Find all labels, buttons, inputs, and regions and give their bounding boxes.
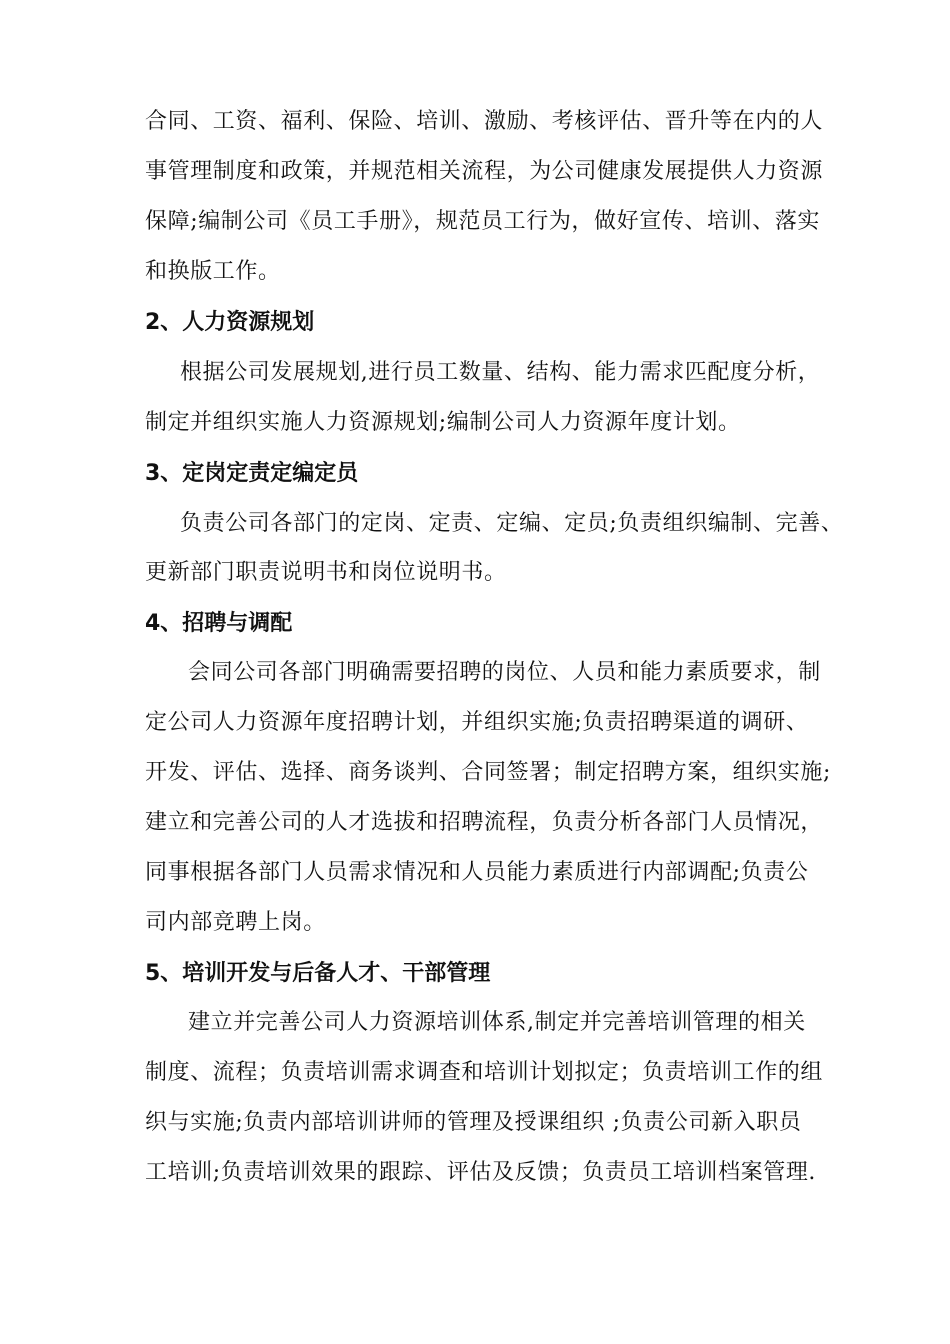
paragraph-line: 开发、评估、选择、商务谈判、合同签署；制定招聘方案，组织实施; [145,760,832,785]
section-heading: 3、定岗定责定编定员 [145,461,359,486]
intro-line: 保障;编制公司《员工手册》，规范员工行为，做好宣传、培训、落实 [145,209,821,234]
section-heading: 5、培训开发与后备人才、干部管理 [145,961,491,986]
intro-line: 事管理制度和政策，并规范相关流程，为公司健康发展提供人力资源 [145,159,824,184]
paragraph-line: 制定并组织实施人力资源规划;编制公司人力资源年度计划。 [145,410,741,435]
paragraph-line: 同事根据各部门人员需求情况和人员能力素质进行内部调配;负责公 [145,860,809,885]
paragraph-line: 建立并完善公司人力资源培训体系,制定并完善培训管理的相关 [188,1010,806,1035]
paragraph-line: 根据公司发展规划,进行员工数量、结构、能力需求匹配度分析， [180,360,821,385]
paragraph-line: 制度、流程；负责培训需求调查和培训计划拟定；负责培训工作的组 [145,1060,824,1085]
paragraph-line: 负责公司各部门的定岗、定责、定编、定员;负责组织编制、完善、 [180,511,844,536]
paragraph-line: 定公司人力资源年度招聘计划，并组织实施;负责招聘渠道的调研、 [145,710,809,735]
paragraph-line: 织与实施;负责内部培训讲师的管理及授课组织 ;负责公司新入职员 [145,1110,802,1135]
intro-line: 和换版工作。 [145,259,281,284]
paragraph-line: 建立和完善公司的人才选拔和招聘流程，负责分析各部门人员情况， [145,810,824,835]
intro-line: 合同、工资、福利、保险、培训、激励、考核评估、晋升等在内的人 [145,109,824,134]
paragraph-line: 会同公司各部门明确需要招聘的岗位、人员和能力素质要求，制 [188,660,821,685]
paragraph-line: 更新部门职责说明书和岗位说明书。 [145,560,507,585]
paragraph-line: 司内部竞聘上岗。 [145,910,326,935]
paragraph-line: 工培训;负责培训效果的跟踪、评估及反馈；负责员工培训档案管理. [145,1160,817,1185]
section-heading: 4、招聘与调配 [145,611,293,636]
section-heading: 2、人力资源规划 [145,310,315,335]
